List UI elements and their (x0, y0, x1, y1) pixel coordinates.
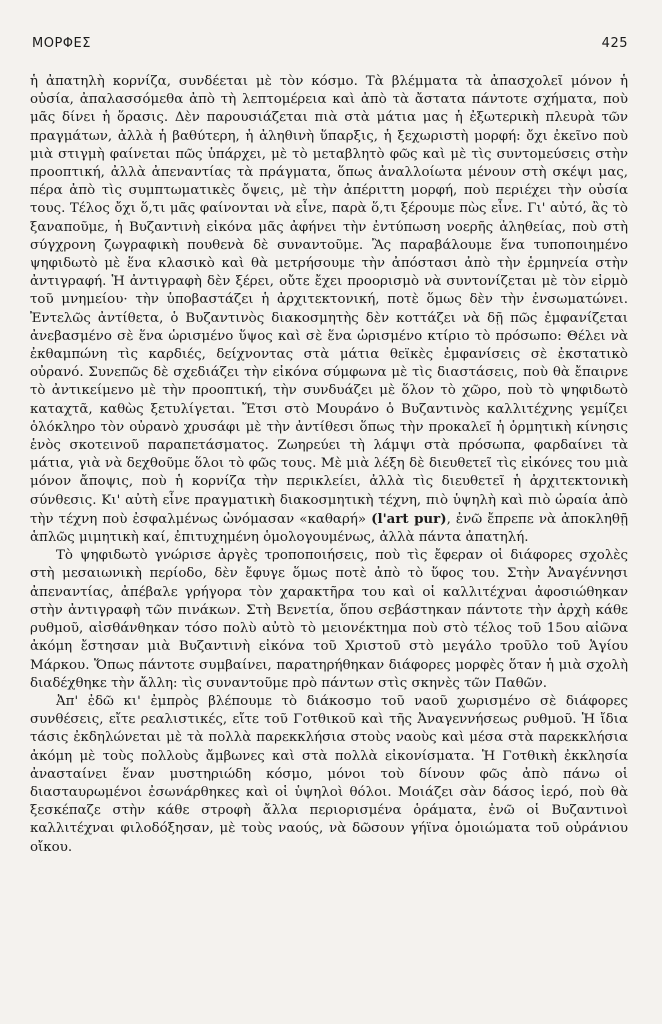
paragraph-text: Ἀπ' ἐδῶ κι' ἐμπρὸς βλέπουμε τὸ διάκοσμο τοῦ ναοῦ χωρισμένο σὲ διάφορες συνθέσεις, εἴτε ρεαλιστικές, εἴτε τοῦ Γοτθικοῦ καὶ τῆς Ἀναγεννήσεως ρυθμοῦ. Ἡ ἴδια τάσις ἐκδηλώνεται μὲ τὰ πολλὰ παρεκκλήσια στοὺς ναοὺς καὶ μέσα στὰ παρεκκλήσια ἀκόμη μὲ τοὺς πολλοὺς ἄμβωνες καὶ στὰ πολλὰ εἰκονίσματα. Ἡ Γοτθικὴ ἐκκλησία ἀνασταίνει ἕναν μυστηριώδη κόσμο, μόνοι τοὺ δίνουν φῶς ἀπὸ πάνω οἱ διασταυρωμένοι ἐσωνάρθηκες καὶ οἱ ὑψηλοὶ θόλοι. Μοιάζει σὰν δάσος ἱερό, ποὺ θὰ ξεσκέπαζε στὴν κάθε στροφὴ ἄλλα περιορισμένα ὁράματα, ἐνῶ οἱ Βυζαντινοὶ καλλιτέχναι φιλοδόξησαν, μὲ τοὺς ναούς, νὰ δῶσουν γήϊνα ὁμοιώματα τοῦ οὐράνιου οἴκου. (30, 693, 628, 855)
paragraph-text-continued: , ἐνῶ ἔπρεπε νὰ ἀποκληθῇ ἁπλῶς μιμητικὴ καί, ἐπιτυχημένη ὁμολογουμένως, ἀλλὰ πάντα ἀπατηλή. (30, 511, 628, 546)
running-header (30, 36, 628, 51)
paragraph (30, 693, 628, 857)
page-number: 425 (601, 36, 628, 51)
paragraph (30, 73, 628, 547)
paragraph-text: Τὸ ψηφιδωτὸ γνώρισε ἀργὲς τροποποιήσεις, ποὺ τὶς ἔφεραν οἱ διάφορες σχολὲς στὴ μεσαιωνικὴ περίοδο, δὲν ἔφυγε ὅμως ποτὲ ἀπὸ τὸ ὕφος του. Στὴν Ἀναγέννησι ἀπεναντίας, ἀπέβαλε γρήγορα τὸν χαρακτῆρα του καὶ οἱ καλλιτέχναι ἀφοσιώθηκαν στὴν ἀντιγραφὴ τῶν πινάκων. Στὴ Βενετία, ὅπου σεβάστηκαν πάντοτε τὴν ἀρχὴ κάθε ρυθμοῦ, αἰσθάνθηκαν τόσο πολὺ αὐτὸ τὸ μειονέκτημα ποὺ στὸ τέλος τοῦ 15ου αἰῶνα ἀκόμη ἔστησαν μιὰ Βυζαντινὴ εἰκόνα τοῦ Χριστοῦ στὸ μεγάλο τροῦλο τοῦ Ἁγίου Μάρκου. Ὅπως πάντοτε συμβαίνει, παρατηρήθηκαν διάφορες μορφὲς ὅταν ἡ μιὰ σχολὴ διαδέχθηκε τὴν ἄλλη: τὶς συναντοῦμε πρὸ πάντων στὶς σκηνὲς τῶν Παθῶν. (30, 548, 628, 691)
paragraph (30, 547, 628, 693)
paragraph-text: ἡ ἀπατηλὴ κορνίζα, συνδέεται μὲ τὸν κόσμο. Τὰ βλέμματα τὰ ἀπασχολεῖ μόνον ἡ οὐσία, ἀπαλασσόμεθα ἀπὸ τὴ λεπτομέρεια καὶ ἀπὸ τὰ ἄστατα πάντοτε σχήματα, ποὺ μᾶς δίνει ἡ ὅρασις. Δὲν παρουσιάζεται πιὰ στὰ μάτια μας ἡ ἐξωτερικὴ πλευρὰ τῶν πραγμάτων, ἀλλὰ ἡ βαθύτερη, ἡ ἀληθινὴ ὕπαρξις, ἡ ξεχωριστὴ μορφή: ὄχι ἐκεῖνο ποὺ μιὰ στιγμὴ φαίνεται πῶς ὑπάρχει, μὲ τὸ μεταβλητὸ φῶς καὶ μὲ τὶς συντομεύσεις στὴν προοπτική, ἀλλὰ ἀπεναντίας τὰ πράγματα, ὅπως ἀναλλοίωτα μένουν στὴ σκέψι μας, πέρα ἀπὸ τὶς συμπτωματικὲς ὄψεις, μὲ τὴν ἀπέριττη μορφή, ποὺ περιέχει τὴν οὐσία τους. Τέλος ὄχι ὅ,τι μᾶς φαίνονται νὰ εἶνε, παρὰ ὅ,τι ξέρουμε πὼς εἶνε. Γι' αὐτό, ἂς τὸ ξαναποῦμε, ἡ Βυζαντινὴ εἰκόνα μᾶς ἀφήνει τὴν ἐντύπωση νοερῆς ἀληθείας, ποὺ στὴ σύγχρονη ζωγραφικὴ πουθενὰ δὲ συναντοῦμε. Ἂς παραβάλουμε ἕνα τυποποιημένο ψηφιδωτὸ μὲ ἕνα κλασικὸ καὶ θὰ μετρήσουμε τὴν ἀπόστασι ἀπὸ τὴν ἑρμηνεία στὴν ἀντιγραφή. Ἡ ἀντιγραφὴ δὲν ξέρει, οὔτε ἔχει προορισμὸ νὰ συντονίζεται μὲ τὸν εἱρμὸ τοῦ μνημείου· τὴν ὑποβαστάζει ἡ ἀρχιτεκτονική, ποτὲ ὅμως δὲν τὴν ἐνσωματώνει. Ἐντελῶς ἀντίθετα, ὁ Βυζαντινὸς διακοσμητὴς δὲν κοττάζει νὰ δῇ πῶς ἐμφανίζεται ἀνεβασμένο σὲ ἕνα ὡρισμένο ὕψος καὶ σὲ ἕνα ὡρισμένο κτίριο τὸ πρόσωπο: Θέλει νὰ ἐκθαμπώνη τὶς καρδιές, δείχνοντας στὰ μάτια θεϊκὲς ἐμφανίσεις σὲ ἐκστατικὸ οὐρανό. Συνεπῶς δὲ σχεδιάζει τὴν εἰκόνα σύμφωνα μὲ τὶς διαστάσεις, ποὺ θὰ ἔπαιρνε τὸ ἀντικείμενο μὲ τὴν προοπτική, τὴν συνδυάζει μὲ ὅλον τὸ χῶρο, ποὺ τὸ ψηφιδωτὸ καταχτᾶ, καθὼς ξετυλίγεται. Ἔτσι στὸ Μουράνο ὁ Βυζαντινὸς καλλιτέχνης γεμίζει ὁλόκληρο τὸν οὐρανὸ χρυσάφι μὲ τὴν ἀντίθεσι ὅπως τὴν προκαλεῖ ἡ ὁρμητικὴ κίνησις ἑνὸς σκοτεινοῦ παραπετάσματος. Ζωηρεύει τὴ λάμψι στὰ πρόσωπα, φαρδαίνει τὰ μάτια, γιὰ νὰ δεχθοῦμε ὅλοι τὸ φῶς τους. Μὲ μιὰ λέξη δὲ διευθετεῖ τὶς εἰκόνες του μιὰ μόνον ἄποψις, ποὺ ἡ κορνίζα τὴν περικλείει, ἀλλὰ τὶς διευθετεῖ ἡ ἀρχιτεκτονικὴ σύνθεσις. Κι' αὐτὴ εἶνε πραγματικὴ διακοσμητικὴ τέχνη, πιὸ ὑψηλὴ καὶ πιὸ ὡραία ἀπὸ τὴν τέχνη ποὺ ἐσφαλμένως ὠνόμασαν «καθαρή» (30, 74, 628, 527)
bold-term: (l'art pur) (371, 510, 447, 527)
body-text (30, 73, 628, 857)
running-title: ΜΟΡΦΕΣ (32, 36, 91, 51)
